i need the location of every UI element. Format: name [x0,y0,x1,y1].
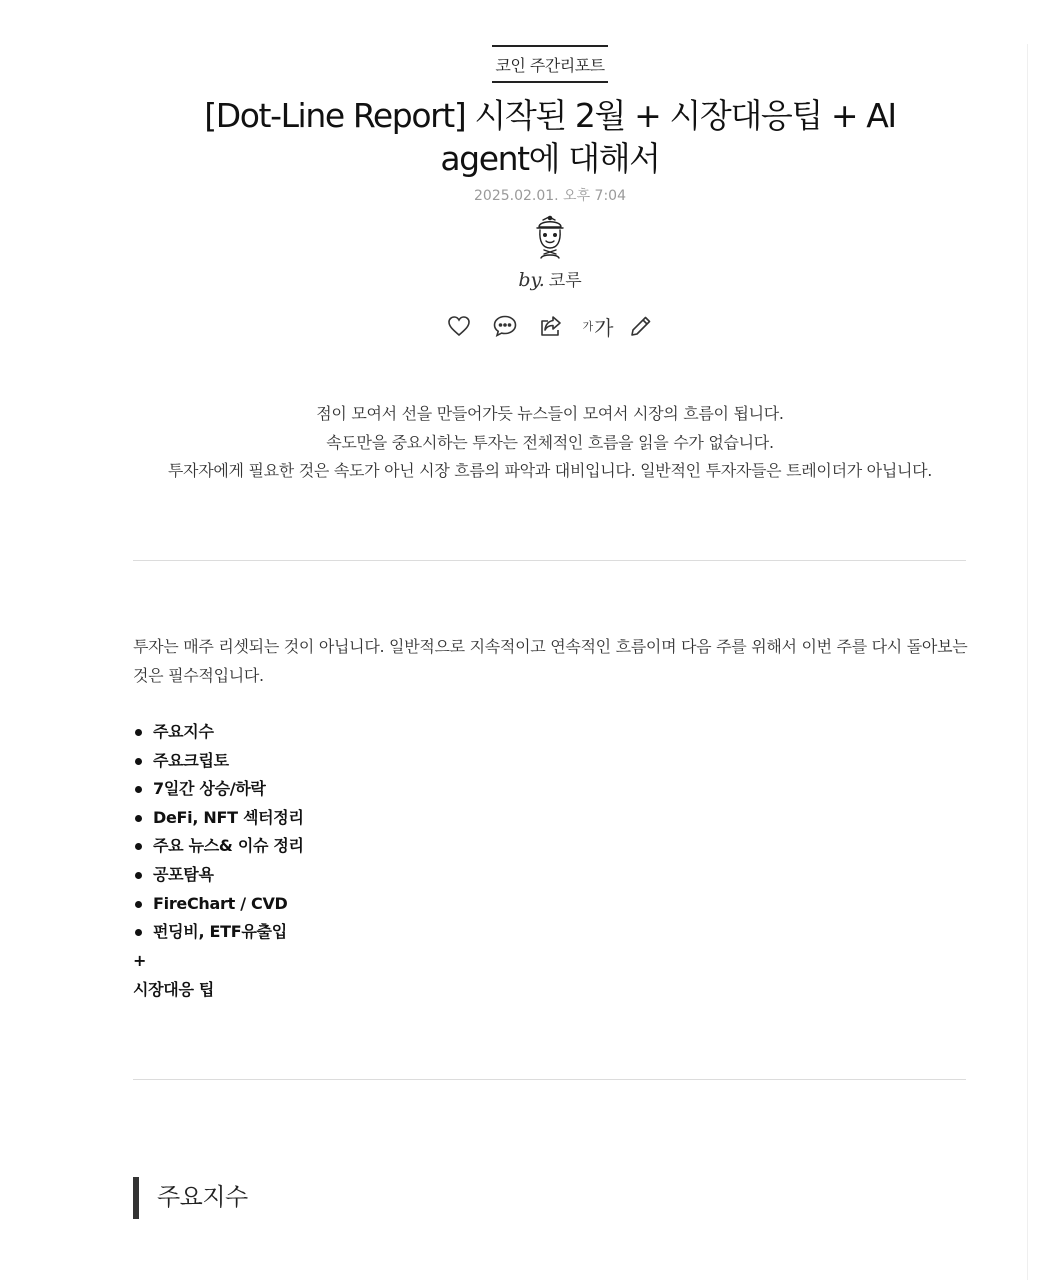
speech-bubble-icon [492,313,518,339]
market-tips-label: 시장대응 팁 [133,980,215,999]
list-item: 공포탐욕 [133,861,304,890]
by-label: by. [518,269,545,291]
list-item: DeFi, NFT 섹터정리 [133,804,304,833]
author-avatar[interactable] [529,214,571,260]
like-button[interactable] [444,311,474,341]
edit-button[interactable] [626,311,656,341]
section-divider [133,560,966,561]
body-paragraph: 투자는 매주 리셋되는 것이 아닙니다. 일반적으로 지속적이고 연속적인 흐름이며 다음 주를 위해서 이번 주를 다시 돌아보는 것은 필수적입니다. [133,637,968,685]
font-size-large-label: 가 [594,315,614,340]
intro-line: 투자자에게 필요한 것은 속도가 아닌 시장 흐름의 파악과 대비입니다. 일반적인 투자자들은 트레이더가 아닙니다. [167,461,933,480]
pencil-icon [628,313,654,339]
contents-list [133,718,304,947]
category-link[interactable]: 코인 주간리포트 [492,45,607,83]
list-item: 펀딩비, ETF유출입 [133,918,304,947]
list-item: 주요 뉴스& 이슈 정리 [133,832,304,861]
section-heading: 주요지수 [133,1177,248,1219]
category-header [0,45,1037,83]
author-byline [0,266,1037,291]
list-item: 7일간 상승/하락 [133,775,304,804]
list-item: FireChart / CVD [133,890,304,919]
plus-sign: + [133,951,147,970]
post-title: [Dot-Line Report] 시작된 2월 + 시장대응팁 + AI agent에 대해서 [204,96,896,178]
intro-line: 속도만을 중요시하는 투자는 전체적인 흐름을 읽을 수가 없습니다. [326,432,774,452]
font-size-button[interactable] [580,311,616,341]
author-name[interactable]: 코루 [548,271,582,291]
share-button[interactable] [536,311,566,341]
post-date: 2025.02.01. 오후 7:04 [474,188,626,204]
page-edge-rule [1027,44,1028,1280]
heart-icon [446,313,472,339]
comment-button[interactable] [490,311,520,341]
intro-quote [0,400,1037,486]
share-icon [538,313,564,339]
list-item: 주요크립토 [133,747,304,776]
list-item: 주요지수 [133,718,304,747]
intro-line: 점이 모여서 선을 만들어가듯 뉴스들이 모여서 시장의 흐름이 됩니다. [316,404,784,423]
section-divider [133,1079,966,1080]
font-size-small-label: 가 [582,320,594,333]
